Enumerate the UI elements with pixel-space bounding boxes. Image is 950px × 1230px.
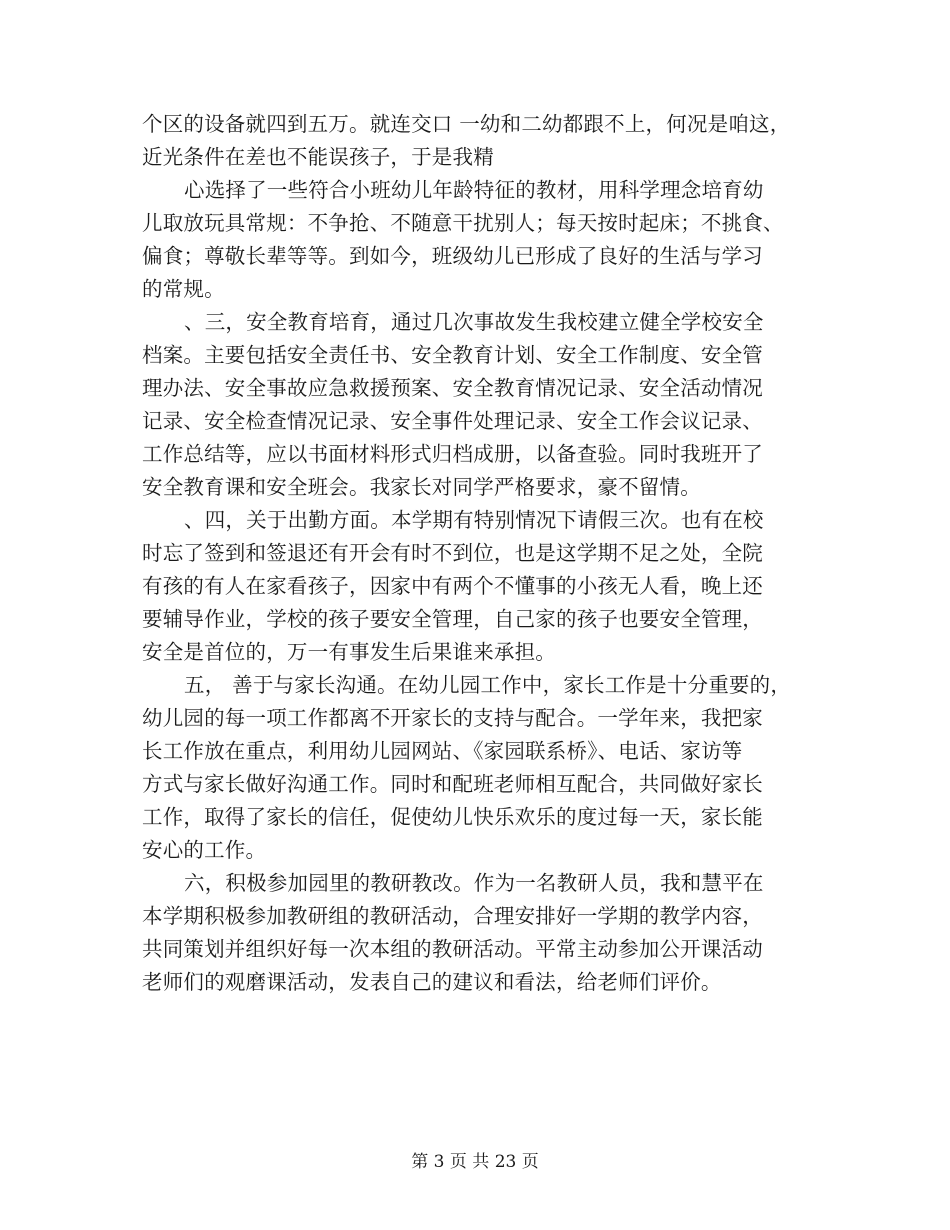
text-line: 六，积极参加园里的教研教改。作为一名教研人员，我和慧平在 — [184, 871, 764, 895]
text-line: 个区的设备就四到五万。就连交口 一幼和二幼都跟不上，何况是咱这， — [142, 112, 791, 136]
text-line: 、三，安全教育培育，通过几次事故发生我校建立健全学校安全 — [184, 310, 764, 334]
text-line: 工作，取得了家长的信任，促使幼儿快乐欢乐的度过每一天，家长能 — [142, 805, 763, 829]
text-line: 方式与家长做好沟通工作。同时和配班老师相互配合，共同做好家长 — [142, 772, 763, 796]
text-line: 心选择了一些符合小班幼儿年龄特征的教材，用科学理念培育幼 — [184, 178, 764, 202]
text-line: 工作总结等，应以书面材料形式归档成册，以备查验。同时我班开了 — [142, 442, 763, 466]
text-line: 的常规。 — [142, 277, 225, 301]
text-line: 要辅导作业，学校的孩子要安全管理，自己家的孩子也要安全管理， — [142, 607, 763, 631]
text-line: 老师们的观磨课活动，发表自己的建议和看法，给老师们评价。 — [142, 970, 722, 994]
text-line: 共同策划并组织好每一次本组的教研活动。平常主动参加公开课活动 — [142, 937, 763, 961]
text-line: 安心的工作。 — [142, 838, 267, 862]
text-line: 本学期积极参加教研组的教研活动，合理安排好一学期的教学内容， — [142, 904, 763, 928]
text-line: 近光条件在差也不能误孩子，于是我精 — [142, 145, 494, 169]
text-line: 时忘了签到和签退还有开会有时不到位，也是这学期不足之处，全院 — [142, 541, 763, 565]
body-text — [142, 108, 842, 999]
page-footer: 第 3 页 共 23 页 — [411, 1152, 539, 1172]
text-line: 儿取放玩具常规：不争抢、不随意干扰别人；每天按时起床；不挑食、 — [142, 211, 784, 235]
text-line: 档案。主要包括安全责任书、安全教育计划、安全工作制度、安全管 — [142, 343, 763, 367]
text-line: 理办法、安全事故应急救援预案、安全教育情况记录、安全活动情况 — [142, 376, 763, 400]
text-line: 记录、安全检查情况记录、安全事件处理记录、安全工作会议记录、 — [142, 409, 763, 433]
text-line: 偏食；尊敬长辈等等。到如今，班级幼儿已形成了良好的生活与学习 — [142, 244, 763, 268]
text-line: 安全教育课和安全班会。我家长对同学严格要求，豪不留情。 — [142, 475, 701, 499]
text-line: 、四，关于出勤方面。本学期有特别情况下请假三次。也有在校 — [184, 508, 764, 532]
text-line: 长工作放在重点，利用幼儿园网站、《家园联系桥》、电话、家访等 — [142, 739, 743, 763]
text-line: 安全是首位的，万一有事发生后果谁来承担。 — [142, 640, 556, 664]
text-line: 五， 善于与家长沟通。在幼儿园工作中，家长工作是十分重要的， — [184, 673, 792, 697]
text-line: 有孩的有人在家看孩子，因家中有两个不懂事的小孩无人看，晚上还 — [142, 574, 763, 598]
text-line: 幼儿园的每一项工作都离不开家长的支持与配合。一学年来，我把家 — [142, 706, 763, 730]
